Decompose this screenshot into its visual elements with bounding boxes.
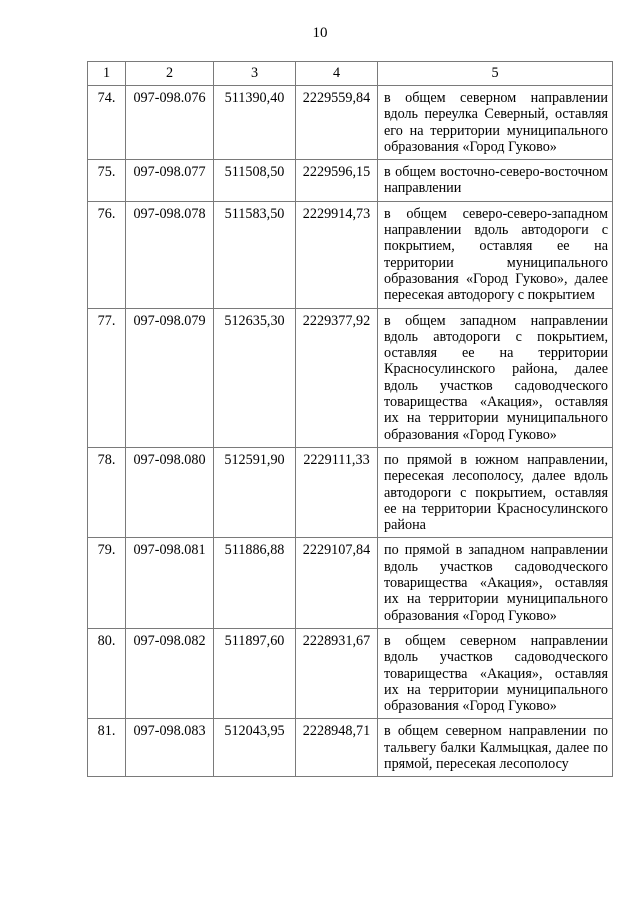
coordinate-x: 512635,30 bbox=[214, 308, 296, 447]
coordinate-y: 2229914,73 bbox=[296, 201, 378, 308]
coordinate-y: 2229596,15 bbox=[296, 160, 378, 202]
coordinate-y: 2228948,71 bbox=[296, 719, 378, 777]
table-row bbox=[88, 719, 613, 777]
table-row bbox=[88, 308, 613, 447]
coordinate-y: 2229377,92 bbox=[296, 308, 378, 447]
boundary-description: по прямой в западном направлении вдоль участков садоводческого товарищества «Акация», оставляя их на территории муниципального образования «Город Гуково» bbox=[378, 538, 613, 628]
boundary-description: по прямой в южном направлении, пересекая лесополосу, далее вдоль автодороги с покрытием, оставляя ее на территории Красносулинского района bbox=[378, 447, 613, 537]
boundary-description: в общем северо-северо-западном направлении вдоль автодороги с покрытием, оставляя ее на территории муниципального образования «Город Гуково», далее пересекая автодорогу с покрытием bbox=[378, 201, 613, 308]
coordinate-x: 512591,90 bbox=[214, 447, 296, 537]
table-header-row bbox=[88, 62, 613, 86]
boundary-description: в общем северном направлении вдоль переулка Северный, оставляя его на территории муниципального образования «Город Гуково» bbox=[378, 86, 613, 160]
coordinate-y: 2228931,67 bbox=[296, 628, 378, 718]
row-number: 77. bbox=[88, 308, 126, 447]
point-designation: 097-098.078 bbox=[126, 201, 214, 308]
column-header: 3 bbox=[214, 62, 296, 86]
coordinate-y: 2229559,84 bbox=[296, 86, 378, 160]
point-designation: 097-098.082 bbox=[126, 628, 214, 718]
row-number: 74. bbox=[88, 86, 126, 160]
boundary-description: в общем северном направлении вдоль участков садоводческого товарищества «Акация», оставляя их на территории муниципального образования «Город Гуково» bbox=[378, 628, 613, 718]
page-number: 10 bbox=[312, 25, 328, 41]
coordinate-x: 511886,88 bbox=[214, 538, 296, 628]
boundary-description: в общем западном направлении вдоль автодороги с покрытием, оставляя ее на территории Красносулинского района, далее вдоль участков садоводческого товарищества «Акация», оставляя их на территории муниципального образования «Город Гуково» bbox=[378, 308, 613, 447]
coordinate-x: 511583,50 bbox=[214, 201, 296, 308]
row-number: 76. bbox=[88, 201, 126, 308]
point-designation: 097-098.081 bbox=[126, 538, 214, 628]
point-designation: 097-098.077 bbox=[126, 160, 214, 202]
row-number: 81. bbox=[88, 719, 126, 777]
table-row bbox=[88, 201, 613, 308]
row-number: 80. bbox=[88, 628, 126, 718]
coordinate-x: 511897,60 bbox=[214, 628, 296, 718]
row-number: 75. bbox=[88, 160, 126, 202]
coordinate-x: 511390,40 bbox=[214, 86, 296, 160]
point-designation: 097-098.076 bbox=[126, 86, 214, 160]
column-header: 4 bbox=[296, 62, 378, 86]
table-row bbox=[88, 160, 613, 202]
table-row bbox=[88, 538, 613, 628]
boundary-description: в общем восточно-северо-восточном направлении bbox=[378, 160, 613, 202]
row-number: 78. bbox=[88, 447, 126, 537]
table-row bbox=[88, 447, 613, 537]
row-number: 79. bbox=[88, 538, 126, 628]
table-row bbox=[88, 86, 613, 160]
coordinate-x: 512043,95 bbox=[214, 719, 296, 777]
boundary-points-table bbox=[87, 61, 613, 777]
point-designation: 097-098.083 bbox=[126, 719, 214, 777]
table-row bbox=[88, 628, 613, 718]
column-header: 1 bbox=[88, 62, 126, 86]
point-designation: 097-098.079 bbox=[126, 308, 214, 447]
column-header: 5 bbox=[378, 62, 613, 86]
coordinate-x: 511508,50 bbox=[214, 160, 296, 202]
coordinate-y: 2229107,84 bbox=[296, 538, 378, 628]
boundary-description: в общем северном направлении по тальвегу балки Калмыцкая, далее по прямой, пересекая лесополосу bbox=[378, 719, 613, 777]
column-header: 2 bbox=[126, 62, 214, 86]
coordinate-y: 2229111,33 bbox=[296, 447, 378, 537]
point-designation: 097-098.080 bbox=[126, 447, 214, 537]
